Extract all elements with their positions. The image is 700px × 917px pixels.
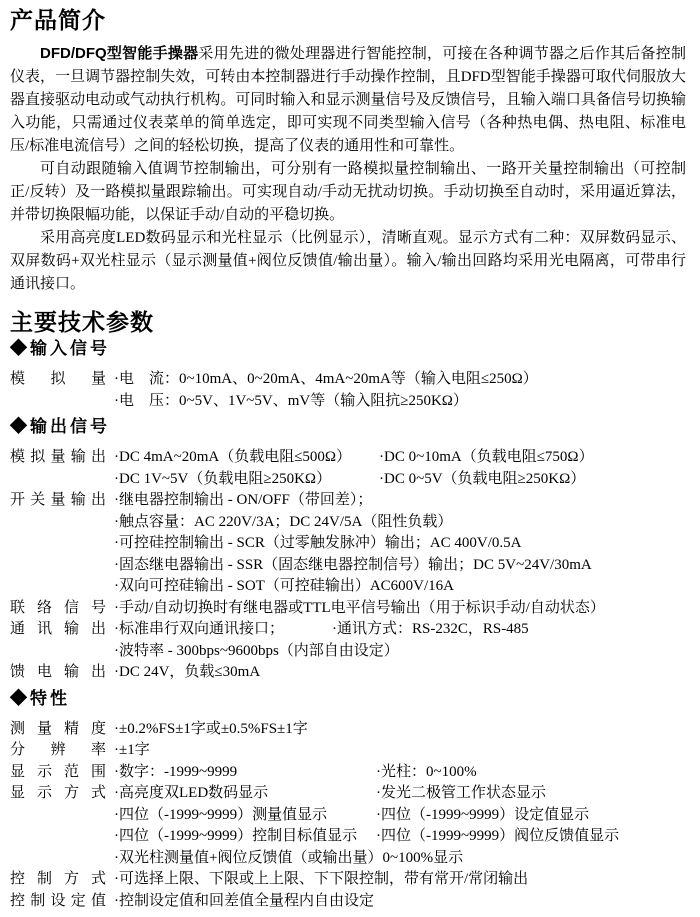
row-lines	[114, 869, 686, 891]
row-lines	[114, 891, 686, 913]
spec-line-limit-control	[114, 869, 686, 891]
row-display-mode	[10, 783, 686, 869]
spec-text: ·DC 4mA~20mA（负载电阻≤500Ω）	[114, 449, 352, 465]
row-label-feed-power-output: 馈电输出	[10, 664, 106, 680]
spec-text: ·继电器控制输出 - ON/OFF（带回差）；	[114, 492, 373, 508]
spec-text: ·四位（-1999~9999）控制目标值显示	[114, 828, 358, 844]
spec-line-digit-lightbar-range	[114, 762, 686, 784]
spec-text: ·DC 0~10mA（负载电阻≤750Ω）	[379, 449, 594, 465]
spec-text: ·四位（-1999~9999）阀位反馈值显示	[376, 828, 620, 844]
row-label-link-signal: 联络信号	[10, 599, 106, 616]
row-control-mode	[10, 869, 686, 891]
spec-text: ·四位（-1999~9999）设定值显示	[376, 806, 590, 823]
row-lines	[114, 447, 686, 490]
spec-text: ·±1字	[114, 742, 150, 758]
spec-line-manual-auto	[114, 598, 686, 620]
row-lines	[114, 783, 686, 869]
spec-text: ·光柱：0~100%	[376, 763, 477, 780]
row-label-resolution: 分辨率	[10, 742, 106, 758]
row-label-measure-accuracy: 测量精度	[10, 720, 106, 737]
row-lines	[114, 598, 686, 620]
row-label-control-setpoint: 控制设定值	[10, 892, 106, 909]
spec-line-current	[114, 369, 686, 391]
section-features	[10, 688, 686, 913]
row-lines	[114, 662, 686, 684]
spec-line-target-feedback-display	[114, 826, 686, 848]
row-measure-accuracy	[10, 719, 686, 741]
row-analog-quantity	[10, 369, 686, 412]
spec-text: ·电 流：0~10mA、0~20mA、4mA~20mA等（输入电阻≤250Ω）	[114, 371, 538, 387]
spec-text: ·可选择上限、下限或上上限、下下限控制，带有常开/常闭输出	[114, 871, 529, 887]
intro-paragraph-3: 采用高亮度LED数码显示和光柱显示（比例显示），清晰直观。显示方式有二种：双屏数码显示、双屏数码+双光柱显示（显示测量值+阀位反馈值/输出量）。输入/输出回路均采用光电隔离，可带串行通讯接口。	[10, 230, 686, 292]
row-lines	[114, 740, 686, 762]
row-lines	[114, 719, 686, 741]
spec-text: ·电 压：0~5V、1V~5V、mV等（输入阻抗≥250KΩ）	[114, 392, 468, 409]
intro-paragraph-2: 可自动跟随输入值调节控制输出，可分别有一路模拟量控制输出、一路开关量控制输出（可控制正/反转）及一路模拟量跟踪输出。可实现自动/手动无扰动切换。手动切换至自动时，采用逼近算法，并带切换限幅功能，以保证手动/自动的平稳切换。	[10, 161, 686, 223]
spec-text: ·DC 0~5V（负载电阻≥250KΩ）	[379, 470, 586, 487]
row-resolution	[10, 740, 686, 762]
intro-paragraph-1-text: 采用先进的微处理器进行智能控制，可接在各种调节器之后作其后备控制仪表，一旦调节器控制失效，可转由本控制器进行手动操作控制，且DFD型智能手操器可取代伺服放大器直接驱动电动或气动执行机构。可同时输入和显示测量信号及反馈信号，且输入端口具备信号切换输入功能，只需通过仪表菜单的简单选定，即可实现不同类型输入信号（各种热电偶、热电阻、标准电压/标准电流信号）之间的轻松切换，提高了仪表的通用性和可靠性。	[10, 46, 686, 154]
spec-text: ·发光二极管工作状态显示	[376, 785, 546, 801]
spec-line-measure-set-display	[114, 805, 686, 827]
spec-line-dc-15v	[114, 469, 686, 491]
tech-params-title: 主要技术参数	[10, 309, 154, 335]
section-features-heading: ◆特性	[10, 688, 70, 708]
spec-line-accuracy	[114, 719, 686, 741]
row-lines	[114, 762, 686, 784]
spec-text: ·DC 1V~5V（负载电阻≥250KΩ）	[114, 470, 332, 487]
row-label-control-mode: 控制方式	[10, 871, 106, 887]
row-lines	[114, 619, 686, 662]
spec-text: ·固态继电器输出 - SSR（固态继电器控制信号）输出；DC 5V~24V/30mA	[114, 556, 592, 573]
spec-text: ·波特率 - 300bps~9600bps（内部自由设定）	[114, 642, 399, 659]
row-label-switch-output: 开关量输出	[10, 492, 106, 508]
product-model-lead: DFD/DFQ型智能手操器	[40, 45, 199, 62]
row-switch-output	[10, 490, 686, 598]
spec-line-resolution	[114, 740, 686, 762]
spec-text: ·可控硅控制输出 - SCR（过零触发脉冲）输出；AC 400V/0.5A	[114, 535, 522, 551]
row-display-range	[10, 762, 686, 784]
spec-line-dual-lightbar-display	[114, 848, 686, 870]
spec-text: ·标准串行双向通讯接口；	[114, 621, 284, 637]
spec-text: ·控制设定值和回差值全量程内自由设定	[114, 892, 374, 909]
spec-text: ·触点容量：AC 220V/3A；DC 24V/5A（阻性负载）	[114, 513, 453, 530]
section-input-signal-heading: ◆输入信号	[10, 339, 110, 358]
spec-line-ssr	[114, 555, 686, 577]
spec-text: ·高亮度双LED数码显示	[114, 785, 269, 801]
intro-paragraph-1	[10, 42, 686, 158]
section-input-signal	[10, 338, 686, 412]
row-lines	[114, 369, 686, 412]
product-intro-title: 产品简介	[10, 7, 106, 33]
row-lines	[114, 490, 686, 598]
spec-text: ·双向可控硅输出 - SOT（可控硅输出）AC600V/16A	[114, 578, 454, 594]
row-label-display-range: 显示范围	[10, 763, 106, 780]
intro-paragraphs	[10, 42, 686, 296]
row-feed-power-output	[10, 662, 686, 684]
spec-line-baud-rate	[114, 641, 686, 663]
row-label-analog-quantity: 模拟量	[10, 371, 106, 387]
row-analog-output	[10, 447, 686, 490]
spec-text: ·双光柱测量值+阀位反馈值（或输出量）0~100%显示	[114, 849, 464, 866]
spec-line-sot	[114, 576, 686, 598]
row-label-comm-output: 通讯输出	[10, 621, 106, 637]
row-label-analog-output: 模拟量输出	[10, 449, 106, 465]
section-output-signal	[10, 416, 686, 684]
spec-line-relay	[114, 490, 686, 512]
spec-line-serial-interface	[114, 619, 686, 641]
spec-line-setpoint-range	[114, 891, 686, 913]
spec-text: ·手动/自动切换时有继电器或TTL电平信号输出（用于标识手动/自动状态）	[114, 599, 605, 616]
spec-text: ·DC 24V，负载≤30mA	[114, 664, 261, 680]
row-comm-output	[10, 619, 686, 662]
row-label-display-mode: 显示方式	[10, 785, 106, 801]
section-output-signal-heading: ◆输出信号	[10, 417, 110, 436]
spec-line-voltage	[114, 391, 686, 413]
spec-text: ·通讯方式：RS-232C，RS-485	[332, 621, 529, 637]
spec-text: ·四位（-1999~9999）测量值显示	[114, 806, 328, 823]
spec-line-led-display	[114, 783, 686, 805]
spec-line-scr	[114, 533, 686, 555]
row-link-signal	[10, 598, 686, 620]
spec-line-dc-420	[114, 447, 686, 469]
spec-line-contact-capacity	[114, 512, 686, 534]
spec-text: ·±0.2%FS±1字或±0.5%FS±1字	[114, 720, 308, 737]
spec-text: ·数字：-1999~9999	[114, 763, 238, 780]
spec-line-dc24v	[114, 662, 686, 684]
row-control-setpoint	[10, 891, 686, 913]
